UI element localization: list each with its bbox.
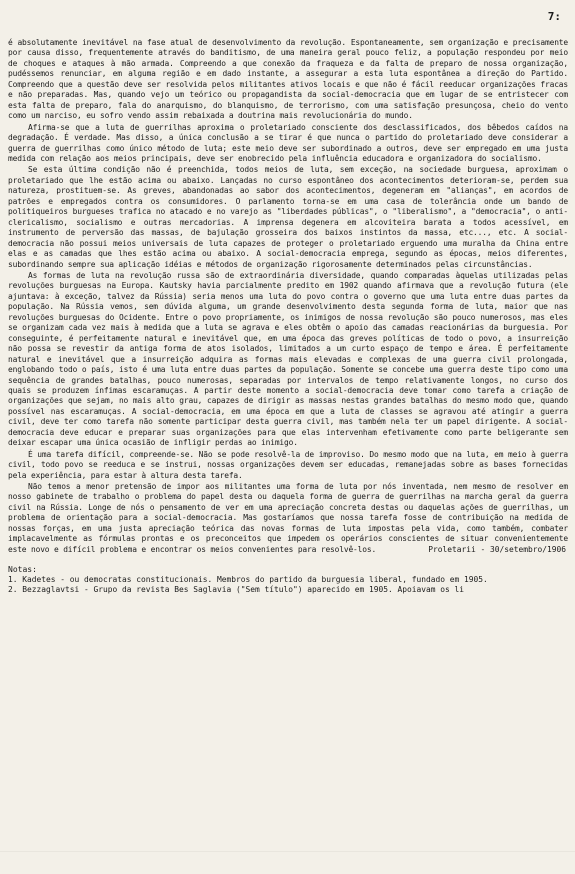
notes-heading: Notas: <box>8 564 37 574</box>
note-item: 1. Kadetes - ou democratas constitucionais. Membros do partido da burguesia liberal, fundado em 1905. <box>8 574 488 584</box>
paragraph: Afirma-se que a luta de guerrilhas aproxima o proletariado consciente dos desclassificados, dos bêbedos caídos na degradação. É verdade. Mas disso, a única conclusão a se tirar é que nunca o partido do proletariado deve considerar a guerra de guerrilhas como único método de luta; este meio deve ser subordinado a outros, deve ser empregado em uma justa medida com relação aos meios principais, deve ser enobrecido pela influência educadora e organizadora do socialismo. <box>8 122 568 163</box>
note-item: 2. Bezzaglavtsi - Grupo da revista Bes Saglavia ("Sem título") aparecido em 1905. Apoiavam os li <box>8 585 465 595</box>
paragraph: Não temos a menor pretensão de impor aos militantes uma forma de luta por nós inventada, nem mesmo de resolver em nosso gabinete de trabalho o problema do papel desta ou daquela forma de guerra de guerrilhas na marcha geral da guerra civil na Rússia. Longe de nós o pensamento de ver em uma apreciação concreta destas ou daquelas ações de guerrilhas, um problema de orientação para a social-democracia. Mas gostaríamos que nossa tarefa fosse de contribuição na medida de nossas forças, em uma justa apreciação teórica das novas formas de luta impostas pela vida, como também, combater implacavelmente as fórmulas prontas e os preconceitos que impedem os operários conscientes de situar convenientemente este novo e difícil problema e encontrar os meios convenientes para resolvê-los. <box>8 482 568 554</box>
article-signature: Proletarii - 30/setembro/1906 <box>428 545 566 555</box>
paragraph: é absolutamente inevitável na fase atual de desenvolvimento da revolução. Espontaneamente, sem organização e precisamente por causa disso, frequentemente através do banditismo, de uma maneira geral pouco feliz, a população respondeu por meio de choques e ataques à mão armada. Compreendo a que conexão da fraqueza e da falta de preparo de nossa organização, pudéssemos renunciar, em alguma região e em dado instante, a assegurar a esta luta espontânea a direção do Partido. Compreendo que a questão deve ser resolvida pelos militantes ativos locais e que não é fácil reeducar organizações fracas e não preparadas. Mas, quando vejo um teórico ou propagandista da social-democracia que em lugar de se entristecer com esta falta de preparo, fala do anarquismo, do blanquismo, de terrorismo, com uma satisfação presunçosa, cheio do vento como um narciso, eu sofro vendo assim rebaixada a doutrina mais revolucionária do mundo. <box>8 38 568 121</box>
paragraph: É uma tarefa difícil, compreende-se. Não se pode resolvê-la de improviso. Do mesmo modo que na luta, em meio à guerra civil, todo povo se reeduca e se instrui, nossas organizações devem ser educadas, remanejadas sobre as bases fornecidas pela experiência, para estar à altura desta tarefa. <box>8 449 568 480</box>
page-number: 7: <box>547 10 561 23</box>
paragraph: Se esta última condição não é preenchida, todos meios de luta, sem exceção, na sociedade burguesa, aproximam o proletariado que lhe estão acima ou abaixo. Lançadas no curso espontâneo dos acontecimentos deterioram-se, perdem sua natureza, prostituem-se. As greves, abandonadas ao sabor dos acontecimentos, degeneram em "alianças", em acordos de patrões e empregados contra os consumidores. O parlamento torna-se em uma casa de tolerância onde um bando de politiqueiros burgueses trafica no atacado e no varejo as "liberdades públicas", o "liberalismo", a "democracia", o anti-clericalismo, socialismo e outras mercadorias. A imprensa degenera em alcoviteira barata a todos acessível, em instrumento de perversão das massas, de bajulação grosseira dos baixos instintos da massa, etc..., etc. A social-democracia não possui meios universais de luta capazes de proteger o proletariado erguendo uma muralha da China entre elas e as camadas que lhes estão acima ou abaixo. A social-democracia emprega, segundo as épocas, meios diferentes, subordinando sempre sua aplicação idéias e métodos de organização rigorosamente determinados pelas circunstâncias. <box>8 165 568 269</box>
document-body <box>8 38 568 596</box>
page-edge <box>0 851 575 852</box>
notes-section <box>8 564 568 596</box>
paragraph: As formas de luta na revolução russa são de extraordinária diversidade, quando comparadas àquelas utilizadas pelas revoluções burguesas na Europa. Kautsky havia parcialmente predito em 1902 quando afirmava que a revolução futura (ele ajuntava: à exceção, talvez da Rússia) seria menos uma luta do povo contra o governo que uma luta entre duas partes da população. Na Rússia vemos, sem dúvida alguma, um grande desenvolvimento desta segunda forma de luta, maior que nas revoluções burguesas do Ocidente. Entre o povo propriamente, os inimigos de nossa revolução são pouco numerosos, mas eles se organizam cada vez mais à medida que a luta se agrava e eles obtêm o apoio das camadas reacionárias da burguesia. Por conseguinte, é perfeitamente natural e inevitável que, em uma época das greves políticas de todo o povo, a insurreição não possa se revestir da antiga forma de atos isolados, limitados a um curto espaço de tempo e área. É perfeitamente natural e inevitável que a insurreição adquira as formas mais elevadas e complexas de uma guerra civil prolongada, englobando todo o país, isto é uma luta entre duas partes da população. Somente se concebe uma guerra deste tipo como uma sequência de grandes batalhas, pouco numerosas, separadas por intervalos de tempo relativamente longos, no curso dos quais se produzem ínfimas escaramuças. A partir deste momento a social-democracia deve tomar como tarefa a criação de organizações que sejam, no mais alto grau, capazes de dirigir as massas nestas grandes batalhas do mesmo modo que, quando possível nas escaramuças. A social-democracia, em uma época em que a luta de classes se agravou até atingir a guerra civil, deve ter como tarefa não somente participar desta guerra civil, mas também nela ter um papel dirigente. A social-democracia deve educar e preparar suas organizações para que elas intervenham efetivamente como parte beligerante sem deixar escapar uma única ocasião de infligir perdas ao inimigo. <box>8 270 568 448</box>
